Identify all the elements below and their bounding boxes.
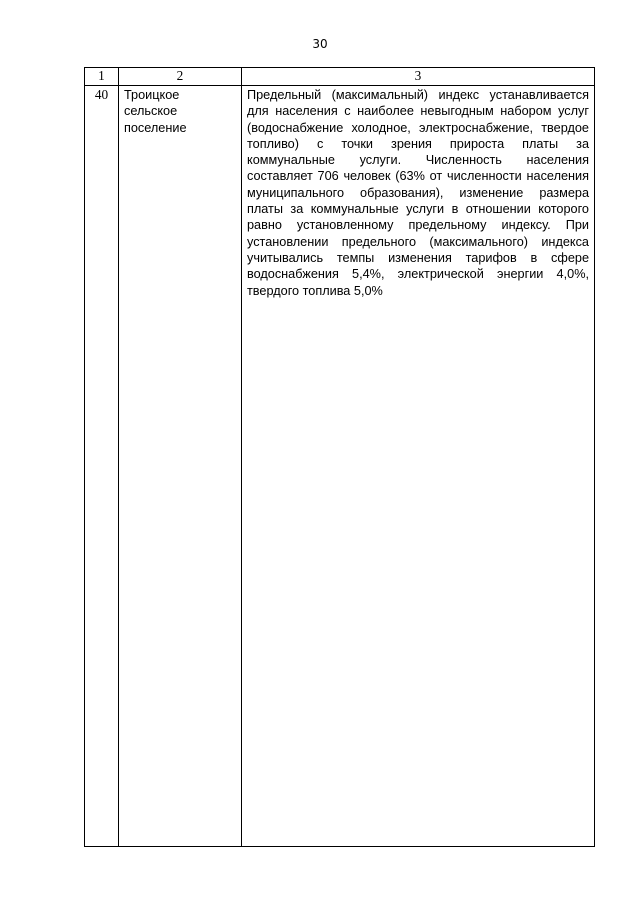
table-row: [85, 86, 595, 847]
settlement-name-line: Троицкое: [124, 88, 180, 102]
page-number: 30: [312, 37, 328, 51]
column-header-1: 1: [85, 68, 119, 86]
settlement-name-line: поселение: [124, 120, 187, 135]
row-number-cell: 40: [85, 86, 119, 847]
settlement-name-line: сельское: [124, 104, 178, 119]
description-cell: [242, 86, 595, 847]
description-text: Предельный (максимальный) индекс устанавливается для населения с наиболее невыгодным набором услуг (водоснабжение холодное, электроснабжение, твердое топливо) с точки зрения прироста платы за коммунальные услуги. Численность населения составляет 706 человек (63% от численности населения муниципального образования), изменение размера платы за коммунальные услуги в отношении которого равно установленному предельному индексу. При установлении предельного (максимального) индекса учитывались темпы изменения тарифов в сфере водоснабжения 5,4%, электрической энергии 4,0%, твердого топлива 5,0%: [247, 88, 589, 298]
document-table: [84, 67, 595, 847]
table-header-row: [85, 68, 595, 86]
column-header-2: 2: [119, 68, 242, 86]
settlement-name-cell: [119, 86, 242, 847]
column-header-3: 3: [242, 68, 595, 86]
